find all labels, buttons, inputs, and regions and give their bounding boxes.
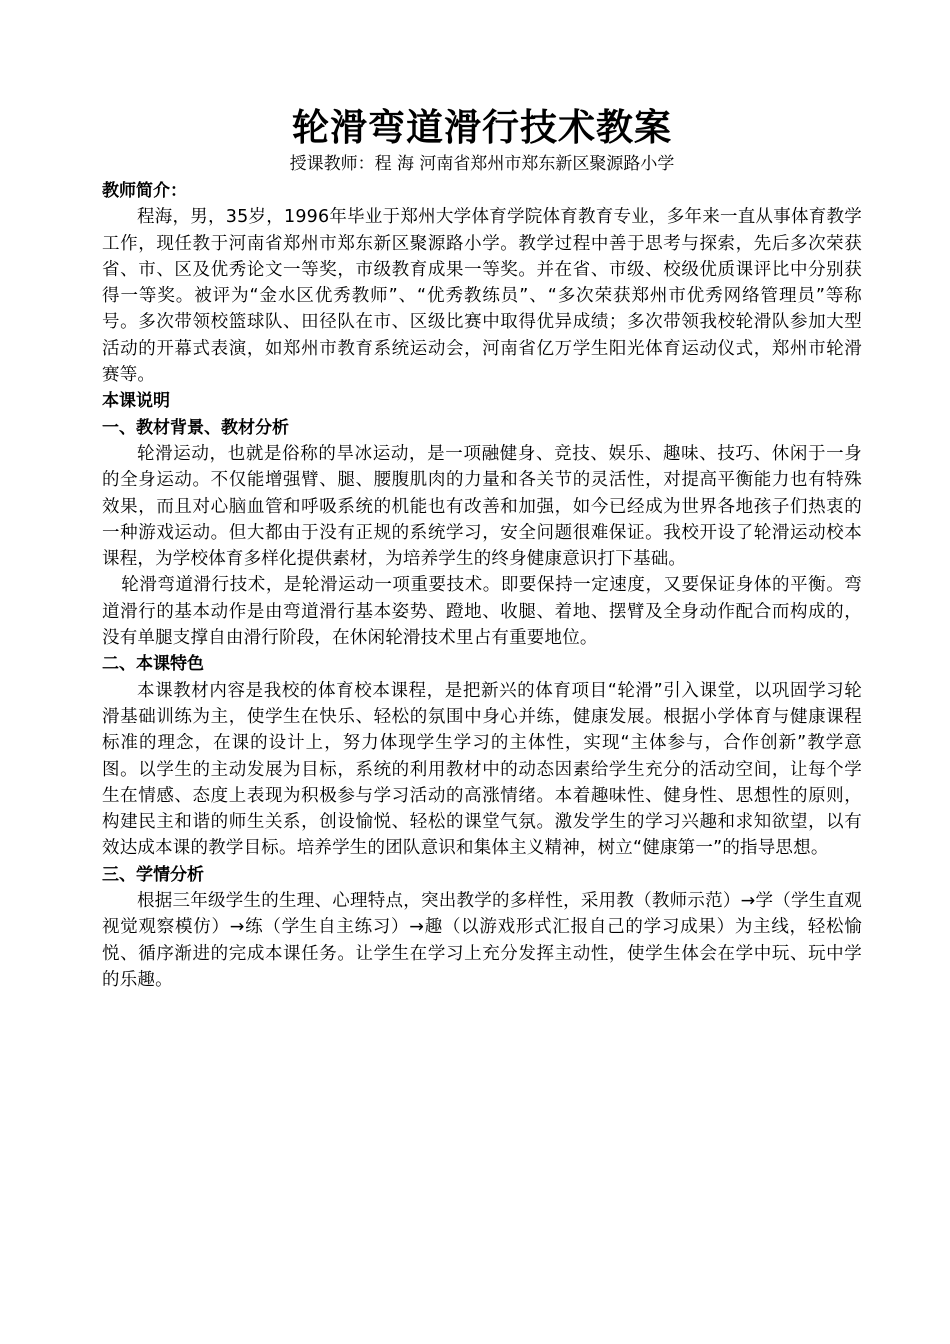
course-features-heading: 二、本课特色 [102, 654, 204, 675]
student-analysis-paragraph: 根据三年级学生的生理、心理特点，突出教学的多样性，采用教（教师示范）→学（学生直观视觉观察模仿）→练（学生自主练习）→趣（以游戏形式汇报自己的学习成果）为主线，轻松愉悦、循序渐进的完成本课任务。让学生在学习上充分发挥主动性，使学生体会在学中玩、玩中学的乐趣。 [102, 891, 862, 990]
material-analysis-heading: 一、教材背景、教材分析 [102, 417, 289, 438]
document-title: 轮滑弯道滑行技术教案 [292, 105, 672, 149]
document-subtitle: 授课教师：程 海 河南省郑州市郑东新区聚源路小学 [289, 154, 675, 174]
material-analysis-paragraph-1: 轮滑运动，也就是俗称的旱冰运动，是一项融健身、竞技、娱乐、趣味、技巧、休闲于一身的全身运动。不仅能增强臂、腿、腰腹肌肉的力量和各关节的灵活性，对提高平衡能力也有特殊效果，而且对心脑血管和呼吸系统的机能也有改善和加强，如今已经成为世界各地孩子们热衷的一种游戏运动。但大都由于没有正规的系统学习，安全问题很难保证。我校开设了轮滑运动校本课程，为学校体育多样化提供素材，为培养学生的终身健康意识打下基础。 [102, 443, 862, 570]
teacher-intro-heading: 教师简介： [102, 181, 187, 201]
document-page [102, 102, 862, 993]
course-features-paragraph: 本课教材内容是我校的体育校本课程，是把新兴的体育项目“轮滑”引入课堂，以巩固学习轮滑基础训练为主，使学生在快乐、轻松的氛围中身心并练，健康发展。根据小学体育与健康课程标准的理念，在课的设计上，努力体现学生学习的主体性，实现“主体参与，合作创新”教学意图。以学生的主动发展为目标，系统的利用教材中的动态因素给学生充分的活动空间，让每个学生在情感、态度上表现为积极参与学习活动的高涨情绪。本着趣味性、健身性、思想性的原则，构建民主和谐的师生关系，创设愉悦、轻松的课堂气氛。激发学生的学习兴趣和求知欲望，以有效达成本课的教学目标。培养学生的团队意识和集体主义精神，树立“健康第一”的指导思想。 [102, 680, 862, 859]
course-description-heading: 本课说明 [102, 391, 170, 412]
student-analysis-heading: 三、学情分析 [102, 864, 204, 885]
material-analysis-paragraph-2: 轮滑弯道滑行技术，是轮滑运动一项重要技术。即要保持一定速度，又要保证身体的平衡。弯道滑行的基本动作是由弯道滑行基本姿势、蹬地、收腿、着地、摆臂及全身动作配合而构成的，没有单腿支撑自由滑行阶段，在休闲轮滑技术里占有重要地位。 [102, 575, 862, 649]
teacher-intro-paragraph: 程海，男，35岁，1996年毕业于郑州大学体育学院体育教育专业，多年来一直从事体育教学工作，现任教于河南省郑州市郑东新区聚源路小学。教学过程中善于思考与探索，先后多次荣获省、市、区及优秀论文一等奖，市级教育成果一等奖。并在省、市级、校级优质课评比中分别获得一等奖。被评为“金水区优秀教师”、“优秀教练员”、“多次荣获郑州市优秀网络管理员”等称号。多次带领校篮球队、田径队在市、区级比赛中取得优异成绩；多次带领我校轮滑队参加大型活动的开幕式表演，如郑州市教育系统运动会，河南省亿万学生阳光体育运动仪式，郑州市轮滑赛等。 [102, 207, 862, 386]
